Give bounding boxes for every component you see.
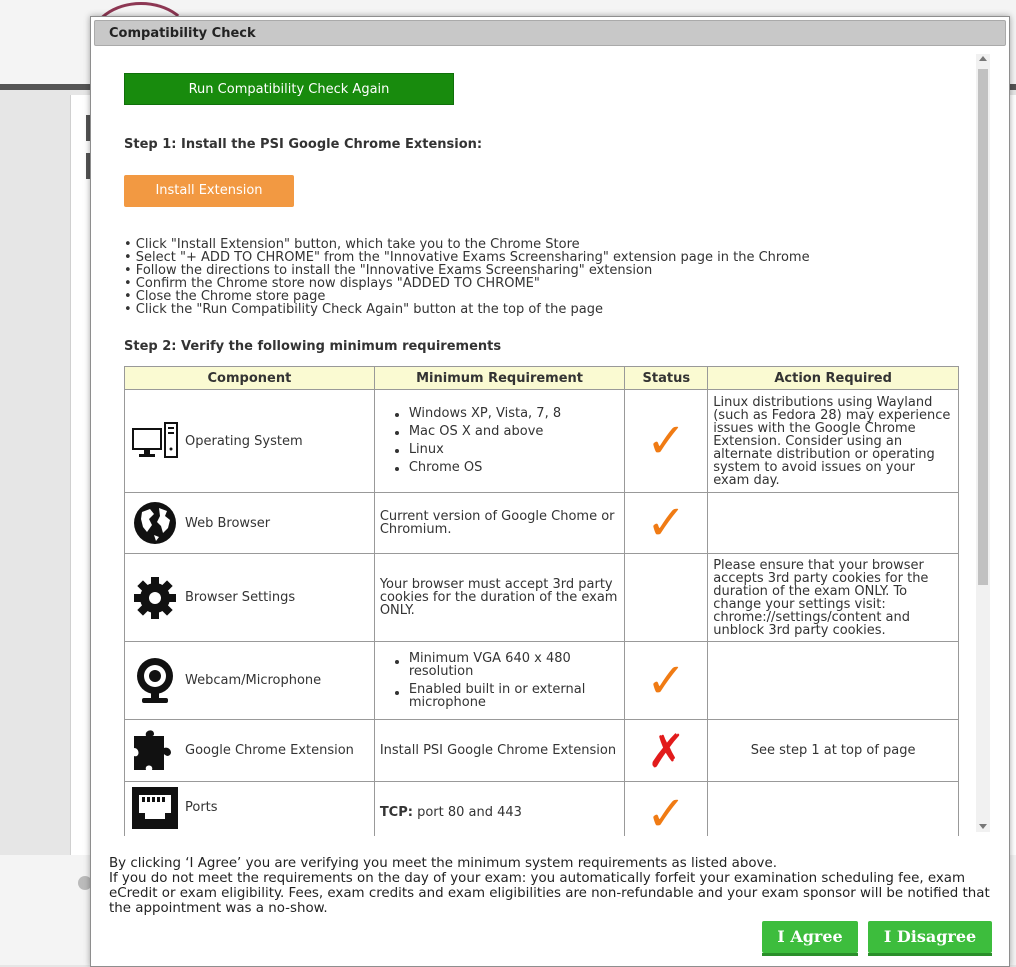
- vertical-scrollbar[interactable]: [976, 54, 990, 832]
- table-header-row: [125, 367, 959, 390]
- requirement-text: Your browser must accept 3rd party cookies for the duration of the exam ONLY.: [379, 577, 618, 618]
- action-cell: [708, 554, 959, 642]
- list-item: Minimum VGA 640 x 480 resolution: [409, 652, 625, 678]
- compatibility-check-dialog: [90, 16, 1010, 967]
- check-icon: ✓: [646, 413, 687, 469]
- header-minimum-requirement: Minimum Requirement: [374, 367, 625, 390]
- status-cell: [625, 554, 708, 642]
- action-cell: [708, 493, 959, 554]
- status-cell: [625, 390, 708, 493]
- step2-heading: Step 2: Verify the following minimum requirements: [124, 339, 502, 354]
- list-item: • Select "+ ADD TO CHROME" from the "Innovative Exams Screensharing" extension page in the Chrome: [124, 250, 810, 265]
- component-cell: [125, 554, 375, 642]
- status-cell: [625, 782, 708, 837]
- action-cell: [708, 782, 959, 837]
- scroll-thumb[interactable]: [978, 69, 988, 585]
- requirement-cell: [374, 642, 625, 720]
- component-label: Web Browser: [185, 515, 271, 531]
- cross-icon: ✗: [647, 723, 686, 778]
- component-cell: [125, 642, 375, 720]
- ethernet-port-icon: [129, 786, 181, 830]
- table-row: [125, 720, 959, 782]
- list-item: Enabled built in or external microphone: [409, 683, 625, 709]
- scroll-down-arrow-icon[interactable]: [979, 824, 987, 829]
- requirement-cell: [374, 720, 625, 782]
- action-text: Please ensure that your browser accepts 3rd party cookies for the duration of the exam ONLY. To change your settings visit: chrome://settings/content and unblock 3rd party cookies.: [713, 557, 929, 638]
- requirement-text: Current version of Google Chome or Chromium.: [379, 509, 615, 537]
- dialog-titlebar: [94, 20, 1006, 46]
- action-cell: [708, 642, 959, 720]
- puzzle-piece-icon: [129, 726, 181, 776]
- list-item: • Click "Install Extension" button, which take you to the Chrome Store: [124, 237, 580, 252]
- computer-icon: [129, 421, 181, 461]
- requirement-label: TCP:: [379, 805, 413, 820]
- step1-heading: Step 1: Install the PSI Google Chrome Extension:: [124, 137, 483, 152]
- webcam-icon: [129, 656, 181, 706]
- requirement-cell: [374, 493, 625, 554]
- table-row: [125, 642, 959, 720]
- component-label: Browser Settings: [185, 590, 296, 605]
- agreement-line-1: By clicking ‘I Agree’ you are verifying you meet the minimum system requirements as listed above.: [109, 856, 777, 871]
- i-agree-button[interactable]: I Agree: [762, 921, 858, 953]
- list-item: Linux: [409, 441, 625, 459]
- component-label: Ports: [185, 800, 218, 815]
- check-icon: ✓: [646, 652, 687, 709]
- check-icon: ✓: [646, 786, 687, 836]
- component-cell: [125, 782, 375, 837]
- list-item: Windows XP, Vista, 7, 8: [409, 405, 625, 423]
- scroll-up-arrow-icon[interactable]: [979, 56, 987, 61]
- status-cell: [625, 642, 708, 720]
- table-row: [125, 493, 959, 554]
- requirement-text: port 80 and 443: [417, 805, 522, 820]
- requirements-table: [124, 366, 959, 836]
- requirement-cell: [374, 554, 625, 642]
- component-cell: [125, 390, 375, 493]
- dialog-title: Compatibility Check: [109, 26, 256, 41]
- gear-icon: [129, 575, 181, 621]
- check-icon: ✓: [646, 495, 687, 551]
- dialog-content[interactable]: [91, 51, 975, 836]
- component-cell: [125, 720, 375, 782]
- status-cell: [625, 720, 708, 782]
- i-disagree-button[interactable]: I Disagree: [868, 921, 992, 953]
- list-item: • Click the "Run Compatibility Check Again" button at the top of the page: [124, 302, 603, 317]
- list-item: Mac OS X and above: [409, 423, 625, 441]
- action-cell: [708, 390, 959, 493]
- requirement-cell: [374, 390, 625, 493]
- component-label: Webcam/Microphone: [185, 673, 322, 688]
- list-item: • Close the Chrome store page: [124, 289, 326, 304]
- globe-icon: [129, 500, 181, 546]
- requirement-text: Install PSI Google Chrome Extension: [379, 743, 617, 758]
- header-action-required: Action Required: [708, 367, 959, 390]
- install-instructions-list: [124, 238, 810, 316]
- list-item: Chrome OS: [409, 459, 625, 477]
- header-status: Status: [625, 367, 708, 390]
- agreement-text: [109, 856, 994, 916]
- component-cell: [125, 493, 375, 554]
- component-label: Google Chrome Extension: [185, 743, 354, 758]
- agreement-line-2: If you do not meet the requirements on the day of your exam: you automatically forfeit your examination scheduling fee, exam eCredit or exam eligibility. Fees, exam credits and exam eligibilities are non-refundable and your exam sponsor will be notified that the appointment was a no-show.: [109, 871, 990, 916]
- header-component: Component: [125, 367, 375, 390]
- table-row: [125, 782, 959, 837]
- install-extension-button[interactable]: Install Extension: [124, 175, 294, 207]
- status-cell: [625, 493, 708, 554]
- action-text: Linux distributions using Wayland (such as Fedora 28) may experience issues with the Google Chrome Extension. Consider using an alternate distribution or operating system to avoid issues on your exam day.: [713, 394, 951, 488]
- table-row: [125, 390, 959, 493]
- component-label: Operating System: [185, 433, 303, 449]
- requirement-cell: [374, 782, 625, 837]
- action-text: See step 1 at top of page: [750, 743, 916, 758]
- list-item: • Confirm the Chrome store now displays "ADDED TO CHROME": [124, 276, 540, 291]
- action-cell: [708, 720, 959, 782]
- run-compatibility-check-button[interactable]: Run Compatibility Check Again: [124, 73, 454, 105]
- list-item: • Follow the directions to install the "Innovative Exams Screensharing" extension: [124, 263, 653, 278]
- table-row: [125, 554, 959, 642]
